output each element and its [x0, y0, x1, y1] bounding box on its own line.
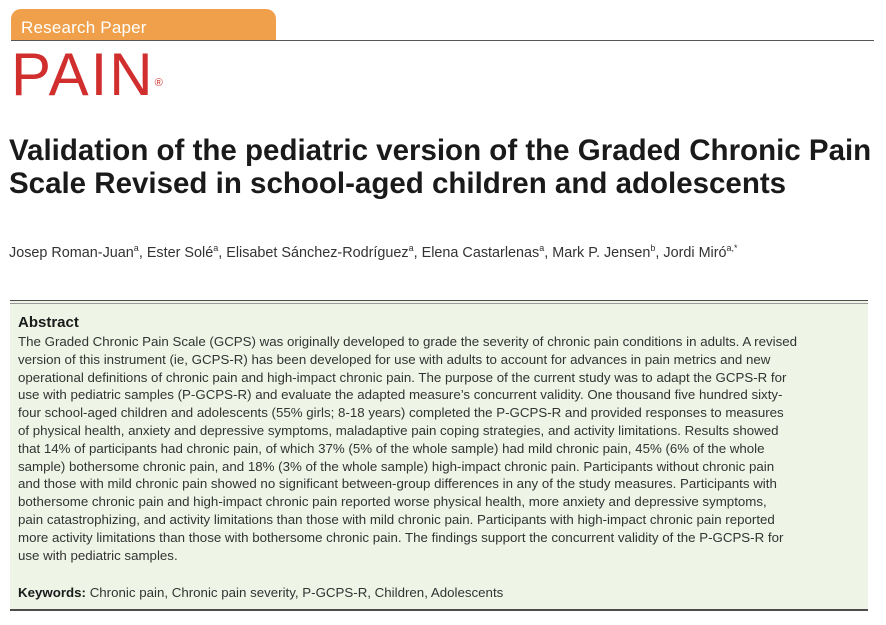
abstract-line: operational definitions of chronic pain and high-impact chronic pain. The purpose of the current study was to adapt the GCPS-R for: [18, 369, 787, 385]
abstract-line: pain catastrophizing, and activity limitations than those with mild chronic pain. Participants with high-impact chronic pain reported: [18, 511, 775, 527]
author-name: Mark P. Jensen: [552, 244, 651, 261]
trademark-symbol: ®: [154, 77, 163, 89]
abstract-line: and those with mild chronic pain showed no significant between-group differences in any of the study measures. Participants with: [18, 476, 777, 492]
abstract-line: of physical health, anxiety and depressive symptoms, maladaptive pain coping strategies, and activity limitations. Results showed: [18, 422, 779, 438]
abstract-line: bothersome chronic pain and high-impact chronic pain reported worse physical health, more anxiety and depressive symptoms,: [18, 494, 767, 510]
author-list: Josep Roman-Juan$^a$, Ester Solé$^a$, Elisabet Sánchez-Rodríguez$^a$, Elena Castarlenas$^a$, Mark P. Jensen$^b$, Jordi Miró$^{a,*}$: [9, 243, 738, 261]
author-name: Elena Castarlenas: [421, 244, 540, 261]
article-type-label: Research Paper: [21, 18, 147, 37]
keywords-line: [18, 585, 503, 600]
journal-logo: [11, 42, 163, 108]
article-type-tab: [11, 9, 276, 41]
abstract-line: The Graded Chronic Pain Scale (GCPS) was originally developed to grade the severity of chronic pain conditions in adults. A revised: [18, 334, 798, 349]
paper-title: Validation of the pediatric version of the Graded Chronic Pain Scale Revised in school-aged children and adolescents: [9, 134, 872, 200]
abstract-line: sample) bothersome chronic pain, and 18% (3% of the whole sample) high-impact chronic pain. Participants without chronic pain: [18, 458, 775, 474]
author-name: Elisabet Sánchez-Rodríguez: [226, 244, 409, 261]
abstract-heading: Abstract: [18, 314, 79, 331]
abstract-line: use with pediatric samples (P-GCPS-R) and evaluate the adapted measure’s concurrent validity. One thousand five hundred sixty-: [18, 387, 783, 403]
abstract-text: [18, 333, 864, 564]
author-affiliation: b: [650, 243, 656, 253]
author-affiliation: a,*: [726, 243, 738, 253]
author-name: Josep Roman-Juan: [9, 244, 134, 261]
author-name: Ester Solé: [146, 244, 214, 261]
author-affiliation: a: [213, 243, 219, 253]
keywords-list: Chronic pain, Chronic pain severity, P-GCPS-R, Children, Adolescents: [89, 585, 504, 600]
abstract-line: that 14% of participants had chronic pain, of which 37% (5% of the whole sample) had mild chronic pain, 45% (6% of the whole: [18, 440, 765, 456]
keywords-label: Keywords:: [18, 585, 86, 600]
author-name: Jordi Miró: [663, 244, 727, 261]
author-affiliation: a: [539, 243, 545, 253]
abstract-line: more activity limitations than those with bothersome chronic pain. The findings support the concurrent validity of the P-GCPS-R for: [18, 529, 784, 545]
abstract-line: four school-aged children and adolescents (55% girls; 8-18 years) completed the P-GCPS-R and provided responses to measures: [18, 405, 784, 421]
author-affiliation: a: [133, 243, 139, 253]
author-affiliation: a: [408, 243, 414, 253]
journal-name: PAIN: [11, 41, 155, 108]
abstract-line: use with pediatric samples.: [18, 547, 178, 563]
abstract-line: version of this instrument (ie, GCPS-R) has been developed for use with adults to account for advances in pain metrics and new: [18, 351, 771, 367]
abstract-box: [10, 300, 868, 611]
